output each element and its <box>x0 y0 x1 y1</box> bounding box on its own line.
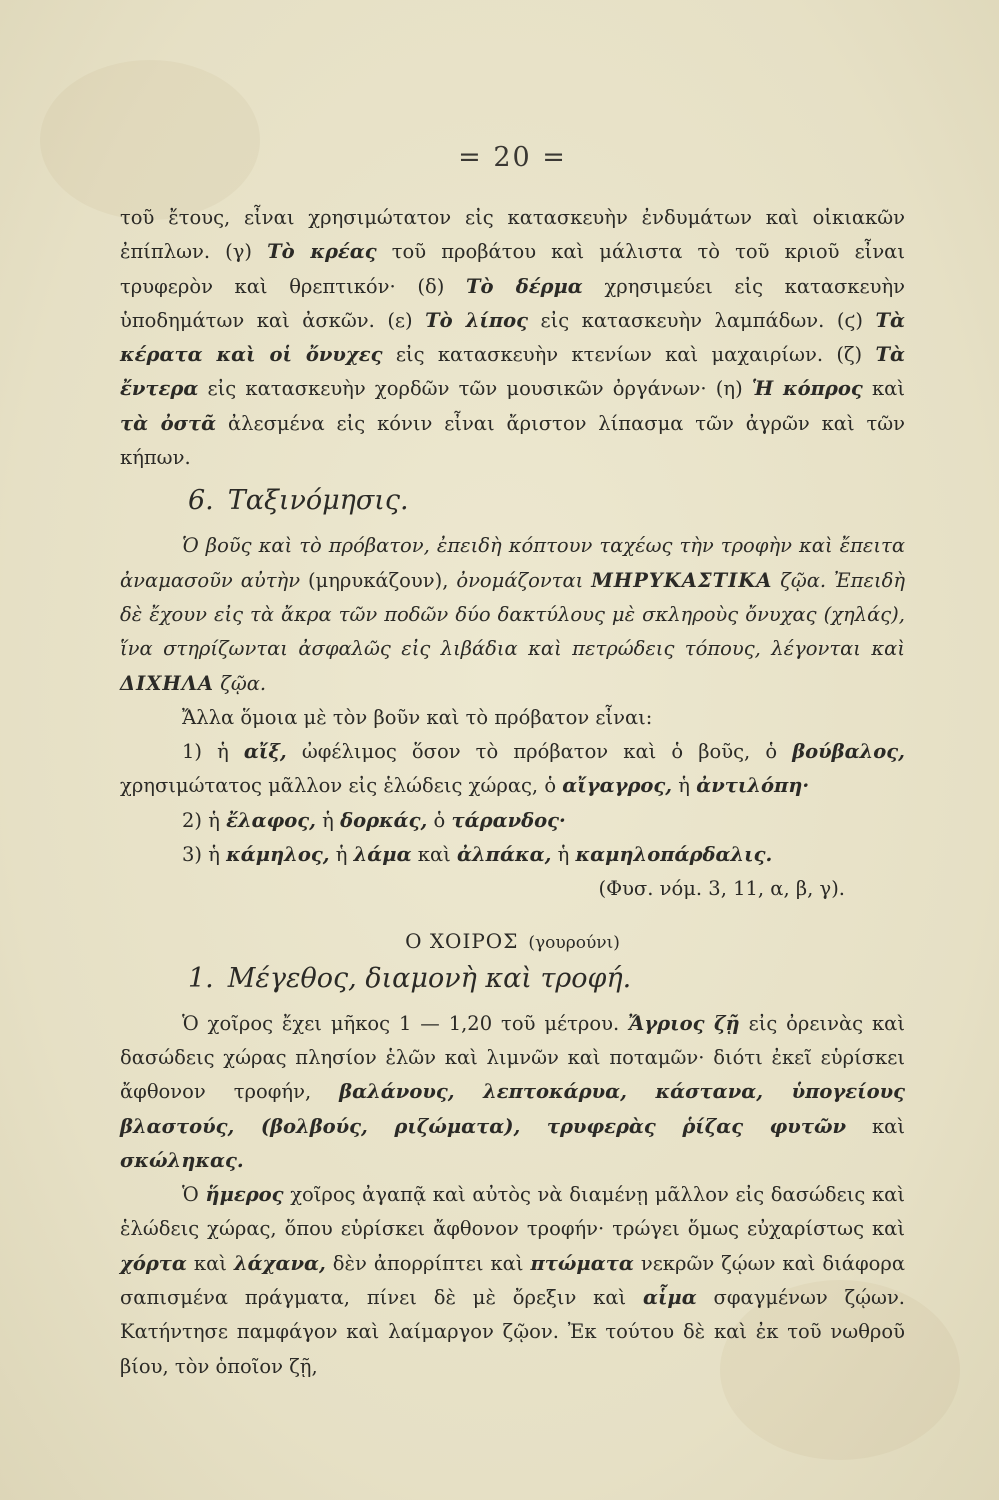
term-skin: Τὸ δέρμα <box>465 274 583 298</box>
heading-title: Ταξινόμησις. <box>227 485 409 517</box>
text-run: ἡ <box>329 843 354 867</box>
text-run: εἰς κατασκευὴν κτενίων καὶ μαχαιρίων. (ζ) <box>382 343 876 367</box>
text-run: χοῖρος ἀγαπᾷ καὶ αὐτὸς νὰ διαμένῃ μᾶλλον εἰς δασώδεις καὶ ἑλώδεις χώρας, ὅπου εὑρίσκει ἄφθονον τροφήν· τρώγει ὅμως εὐχαρίστως καὶ <box>120 1183 905 1241</box>
term-manure: Ἡ κόπρος <box>751 377 863 401</box>
text-run: ὁ <box>427 808 452 832</box>
term-buffalo: βούβαλος, <box>792 740 905 764</box>
paragraph-uses <box>120 201 905 475</box>
term-carcasses: πτώματα <box>530 1251 634 1275</box>
text-run: τοῦ ἔτους, εἶναι χρησιμώτατον εἰς κατασκευὴν ἐνδυμάτων καὶ οἰκιακῶν ἐπίπλων. (γ) <box>120 206 905 264</box>
text-run: τοῦ προβάτου καὶ μάλιστα τὸ τοῦ κριοῦ εἶναι τρυφερὸν καὶ θρεπτικόν· (δ) <box>120 240 905 298</box>
section-subtitle: (γουρούνι) <box>528 932 620 953</box>
term-camel: κάμηλος, <box>226 843 330 867</box>
text-run: 2) ἡ <box>182 808 227 832</box>
page-text <box>120 142 905 1384</box>
term-fat: Τὸ λίπος <box>425 308 529 332</box>
term-wild-goat: αἴγαγρος, <box>562 774 673 798</box>
text-run: ζῷα. <box>214 671 267 695</box>
text-run: χρησιμώτατος μᾶλλον εἰς ἑλώδεις χώρας, ὁ <box>120 774 563 798</box>
text-run: καὶ <box>846 1114 905 1138</box>
list-item-2 <box>120 804 905 838</box>
text-run: καὶ <box>186 1251 234 1275</box>
term-domestic: ἥμερος <box>205 1183 284 1207</box>
term-worms: σκώληκας. <box>120 1148 244 1172</box>
term-meat: Τὸ κρέας <box>267 240 377 264</box>
paragraph-classification <box>120 529 905 700</box>
term-reindeer: τάρανδος· <box>451 808 566 832</box>
text-run: εἰς κατασκευὴν χορδῶν τῶν μουσικῶν ὀργάνων· (η) <box>198 377 752 401</box>
page-number: = 20 = <box>458 142 567 173</box>
term-wild: Ἄγριος ζῇ <box>628 1011 740 1035</box>
term-gazelle: δορκάς, <box>340 808 428 832</box>
term-vegetables: λάχανα, <box>233 1251 326 1275</box>
paragraph-similar: Ἄλλα ὅμοια μὲ τὸν βοῦν καὶ τὸ πρόβατον εἶναι: <box>182 705 653 729</box>
text-run: δὲν ἀπορρίπτει καὶ <box>325 1251 531 1275</box>
term-goat: αἴξ, <box>243 740 287 764</box>
term-antelope: ἀντιλόπη· <box>696 774 810 798</box>
paragraph-domestic-pig <box>120 1178 905 1384</box>
heading-title: Μέγεθος, διαμονὴ καὶ τροφή. <box>227 962 632 994</box>
text-run: νεκρῶν ζῴων καὶ διάφορα σαπισμένα πράγματα, πίνει δὲ μὲ ὄρεξιν καὶ <box>120 1251 905 1310</box>
text-run: σφαγμένων ζῴων. Κατήντησε παμφάγον καὶ λαίμαργον ζῷον. Ἐκ τούτου δὲ καὶ ἐκ τοῦ νωθροῦ βίου, τὸν ὁποῖον ζῇ, <box>120 1286 905 1378</box>
term-food-list: βαλάνους, λεπτοκάρυα, κάστανα, ὑπογείους βλαστούς, (βολβούς, ριζώματα), τρυφερὰς ῥίζας φυτῶν <box>120 1080 905 1138</box>
heading-number: 1. <box>188 962 214 994</box>
text-run: ὀνομάζονται <box>456 568 584 592</box>
text-run: καὶ <box>862 377 905 401</box>
text-run: καὶ <box>411 843 457 867</box>
text-run: 3) ἡ <box>182 843 227 867</box>
text-run: εἰς ὀρεινὰς καὶ δασώδεις χώρας πλησίον ἑλῶν καὶ λιμνῶν καὶ ποταμῶν· διότι ἐκεῖ εὑρίσκει ἄφθονον τροφήν, <box>120 1011 905 1104</box>
text-run: ἡ <box>315 808 341 832</box>
term-intestines: Τὰ ἔντερα <box>120 343 906 401</box>
text-run: 1) ἡ <box>182 740 244 764</box>
text-run: εἰς κατασκευὴν λαμπάδων. (ϛ) <box>528 308 876 332</box>
text-run: ὠφέλιμος ὅσον τὸ πρόβατον καὶ ὁ βοῦς, ὁ <box>286 740 793 764</box>
term-deer: ἔλαφος, <box>226 808 316 832</box>
term-alpaca: ἀλπάκα, <box>457 843 552 867</box>
term-giraffe: καμηλοπάρδαλις. <box>575 843 773 867</box>
text-run: ἡ <box>672 774 697 798</box>
list-item-3 <box>120 838 905 872</box>
text-run: Ὁ χοῖρος ἔχει μῆκος 1 — 1,20 τοῦ μέτρου. <box>182 1011 629 1035</box>
text-run: ἀλεσμένα εἰς κόνιν εἶναι ἄριστον λίπασμα τῶν ἀγρῶν καὶ τῶν κήπων. <box>120 411 905 470</box>
text-run: Ὁ <box>182 1183 206 1207</box>
term-llama: λάμα <box>353 843 412 867</box>
term-blood: αἷμα <box>642 1286 697 1310</box>
term-cloven-hoofed: ΔΙΧΗΛΑ <box>120 671 215 695</box>
section-title: Ο ΧΟΙΡΟΣ <box>405 928 519 953</box>
citation: (Φυσ. νόμ. 3, 11, α, β, γ). <box>598 877 845 901</box>
term-grass: χόρτα <box>120 1251 187 1275</box>
text-run: ἡ <box>551 843 576 867</box>
text-run: χρησιμεύει εἰς κατασκευὴν ὑποδημάτων καὶ ἀσκῶν. (ε) <box>120 274 905 332</box>
heading-size-habitat-food <box>188 959 905 999</box>
list-item-1 <box>120 735 905 804</box>
text-run: ζῷα. Ἐπειδὴ δὲ ἔχουν εἰς τὰ ἄκρα τῶν ποδῶν δύο δακτύλους μὲ σκληροὺς ὄνυχας (χηλάς), ἵνα στηρίζωνται ἀσφαλῶς εἰς λιβάδια καὶ πετρώδεις τόπους, λέγονται καὶ <box>120 568 906 661</box>
text-run: Ὁ βοῦς καὶ τὸ πρόβατον, ἐπειδὴ κόπτουν ταχέως τὴν τροφὴν καὶ ἔπειτα ἀναμασοῦν αὐτὴν <box>120 534 905 592</box>
heading-number: 6. <box>188 485 214 517</box>
paragraph-wild-pig <box>120 1007 905 1178</box>
term-horns: Τὰ κέρατα καὶ οἱ ὄνυχες <box>120 308 906 367</box>
heading-classification <box>188 481 905 521</box>
text-run: (μηρυκάζουν), <box>300 568 457 592</box>
term-ruminants: ΜΗΡΥΚΑΣΤΙΚΑ <box>591 568 773 592</box>
term-bones: τὰ ὀστᾶ <box>120 411 217 435</box>
section-title-pig <box>120 929 905 953</box>
